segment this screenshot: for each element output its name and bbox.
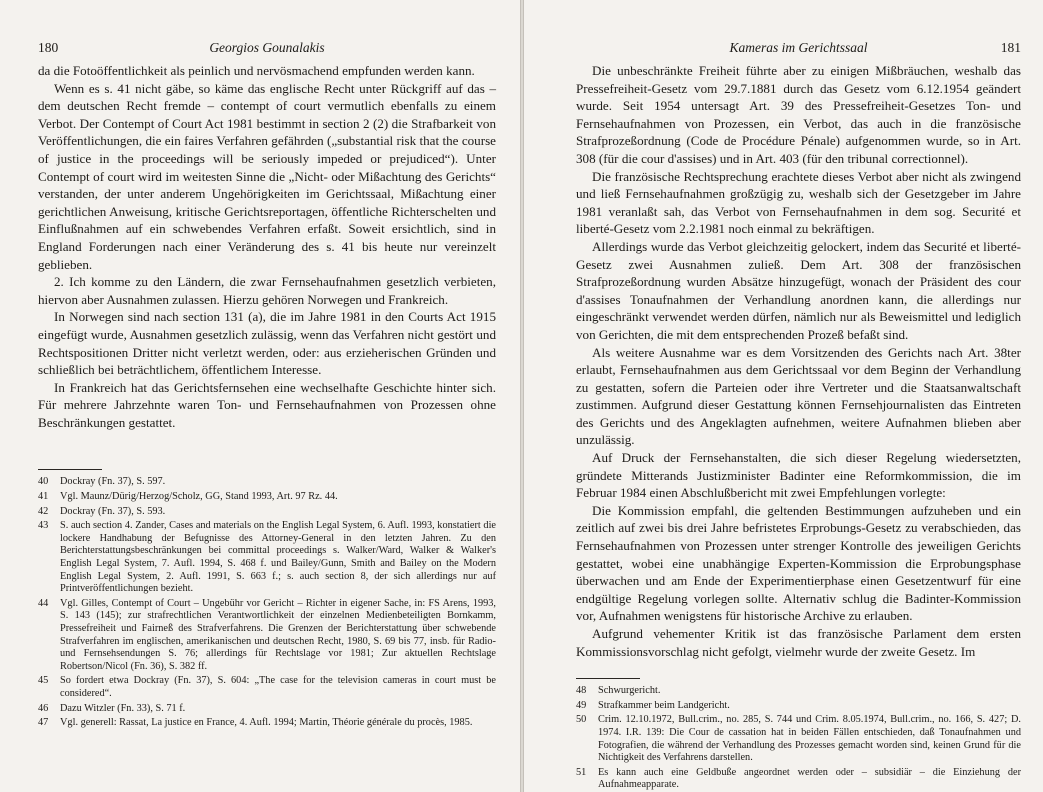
body-paragraph: Als weitere Ausnahme war es dem Vorsitzenden des Gerichts nach Art. 38ter erlaubt, Fernsehaufnahmen aus dem Gerichtssaal vor dem Beginn der Verhandlung zu gestatten, sofern die Parteien oder ihre Vertreter und die Staatsanwaltschaft zustimmen. Aufgrund dieser Gestattung können Fernsehjournalisten das Eintreten des Gerichts und des Angeklagten aufnehmen, weitere Aufnahmen blieben aber unzulässig.	[576, 344, 1021, 448]
footnote: 47 Vgl. generell: Rassat, La justice en France, 4. Aufl. 1994; Martin, Théorie générale du procès, 1985.	[38, 717, 473, 729]
footnote: 46 Dazu Witzler (Fn. 33), S. 71 f.	[38, 702, 186, 714]
body-paragraph: Wenn es s. 41 nicht gäbe, so käme das englische Recht unter Rückgriff auf das – dem deutschen Recht fremde – contempt of court vermutlich ebenfalls zu einem Verbot. Der Contempt of Court Act 1981 bestimmt in section 2 (2) die Strafbarkeit von Veröffentlichungen, die ein faires Verfahren gefährden („substantial risk that the course of justice in the proceedings will be seriously impeded or prejudiced“). Unter Contempt of court wird im weitesten Sinne die „Nicht- oder Mißachtung des Gerichts“ verstanden, der unter anderem Ungehörigkeiten im Gerichtssaal, Mißachtung einer gerichtlichen Anweisung, kritische Gerichtsreportagen, öffentliche Richterschelten und Einflußnahmen auf ein schwebendes Verfahren erfaßt. Soweit ersichtlich, sind in England Forderungen nach einer Veränderung des s. 41 bis heute nur vereinzelt geblieben.	[38, 80, 496, 272]
footnote: 43 S. auch section 4. Zander, Cases and materials on the English Legal System, 6. Aufl. 1993, konstatiert die lockere Handhabung der Befugnisse des Attorney-General in den letzten Jahren. Zu den Berichterstattungsbeschränkungen bei committal proceedings s. Walker/Ward, Walker & Walker's English Legal System, 7. Aufl. 1994, S. 468 f. und Bailey/Gunn, Smith and Bailey on the Modern English Legal System, 2. Aufl. 1991, S. 663 f.; s. auch section 8, der sich allerdings nur auf Printveröffentlichungen bezieht.	[38, 520, 496, 595]
right-running-header	[576, 40, 1021, 62]
right-footnotes	[576, 685, 1021, 792]
body-paragraph: da die Fotoöffentlichkeit als peinlich und nervösmachend empfunden werden kann.	[38, 63, 475, 78]
footnote: 49 Strafkammer beim Landgericht.	[576, 699, 730, 711]
left-page-number: 180	[38, 40, 59, 55]
footnote-separator	[576, 678, 640, 679]
left-page	[0, 0, 520, 792]
left-body-text	[38, 62, 496, 431]
body-paragraph: 2. Ich komme zu den Ländern, die zwar Fernsehaufnahmen gesetzlich verbieten, hiervon aber Ausnahmen zulassen. Hierzu gehören Norwegen und Frankreich.	[38, 274, 496, 307]
left-running-title: Georgios Gounalakis	[209, 40, 325, 55]
right-page	[524, 0, 1043, 792]
body-paragraph: Die französische Rechtsprechung erachtete dieses Verbot aber nicht als zwingend und ließ Fernsehaufnahmen großzügig zu, weshalb sich der Gesetzgeber im Jahre 1981 veranlaßt sah, das Verbot von Fernsehaufnahmen in dem sog. Securité et liberté-Gesetz vom 2.2.1981 noch einmal zu bekräftigen.	[576, 168, 1021, 237]
right-running-title: Kameras im Gerichtssaal	[729, 40, 868, 55]
spacer	[576, 660, 1021, 672]
footnote: 48 Schwurgericht.	[576, 685, 661, 697]
right-page-number: 181	[1000, 40, 1021, 55]
footnote-separator	[38, 469, 102, 470]
body-paragraph: Allerdings wurde das Verbot gleichzeitig gelockert, indem das Securité et liberté-Gesetz zwei Ausnahmen zuließ. Dem Art. 308 der französischen Strafprozeßordnung wurden Absätze hinzugefügt, wonach der Präsident des cour d'assises Tonaufnahmen der Verhandlung anordnen kann, die allerdings nur eingeschränkt verwendet werden dürfen, nämlich nur als Beweismittel und lediglich von Gerichten, die mit dem entsprechenden Prozeß befaßt sind.	[576, 238, 1021, 342]
footnote: 51 Es kann auch eine Geldbuße angeordnet werden oder – subsidiär – die Einziehung der Aufnahmeapparate.	[576, 766, 1021, 791]
footnote: 50 Crim. 12.10.1972, Bull.crim., no. 285, S. 744 und Crim. 8.05.1974, Bull.crim., no. 166, S. 427; D. 1974. I.R. 139: Die Cour de cassation hat in beiden Fällen entschieden, daß Tonaufnahmen und Fotografien, die während der Verhandlung des Prozesses gemacht worden sind, keinen Grund für die Nichtigkeit des Verfahrens darstellen.	[576, 714, 1021, 764]
right-body-text	[576, 62, 1021, 660]
body-paragraph: Auf Druck der Fernsehanstalten, die sich dieser Regelung wiedersetzten, gründete Mitterands Justizminister Badinter eine Reformkommission, die im Februar 1984 einen Abschlußbericht mit zwei Empfehlungen vorlegte:	[576, 450, 1021, 501]
left-running-header	[38, 40, 496, 62]
footnote: 44 Vgl. Gilles, Contempt of Court – Ungebühr vor Gericht – Richter in eigener Sache, in: FS Arens, 1993, S. 143 (145); zur strafrechtlichen Verantwortlichkeit der einzelnen Medienbeteiligten Bornkamm, Pressefreiheit und Fairneß des Strafverfahrens. Die Grenzen der Berichterstattung über schwebende Strafverfahren im englischen, amerikanischen und deutschen Recht, 1980, S. 69 bis 77, insb. für Radio- und Fernsehsendungen S. 76; allerdings für Rechtslage vor 1981; Zur aktuellen Rechtslage Robertson/Nicol (Fn. 36), S. 382 ff.	[38, 597, 496, 672]
footnote: 45 So fordert etwa Dockray (Fn. 37), S. 604: „The case for the television cameras in court must be considered“.	[38, 675, 496, 699]
body-paragraph: In Norwegen sind nach section 131 (a), die im Jahre 1981 in den Courts Act 1915 eingefügt wurde, Ausnahmen gesetzlich zulässig, wenn das Verfahren nicht gestört und Rechtspositionen Dritter nicht verletzt werden, oder: aus erzieherischen Gründen und schließlich bei beträchtlichem, öffentlichem Interesse.	[38, 309, 496, 378]
body-paragraph: Die unbeschränkte Freiheit führte aber zu einigen Mißbräuchen, weshalb das Pressefreiheit-Gesetz vom 29.7.1881 durch das Gesetz vom 6.12.1954 geändert wurde. Seit 1954 untersagt Art. 39 des Pressefreiheit-Gesetzes Ton- und Fernsehaufnahmen von Prozessen, ein Verbot, das auch in die französische Strafprozeßordnung (Code de Procédure Pénale) aufgenommen wurde, so in Art. 308 (für die cour d'assises) und in Art. 403 (für den tribunal correctionnel).	[576, 63, 1021, 166]
left-footnotes	[38, 476, 496, 729]
body-paragraph: Die Kommission empfahl, die geltenden Bestimmungen aufzuheben und ein zeitlich auf zwei bis drei Jahre befristetes Erprobungs-Gesetz zu verabschieden, das Fernsehaufnahmen von Prozessen unter strenger Kontrolle des jeweiligen Gerichts gestattet, wobei eine unabhängige Experten-Kommission die Erprobungsphase überwachen und am Ende der Experimentierphase einen Gesetzentwurf für eine endgültige Regelung vorlegen sollte. Alternativ schlug die Badinter-Kommission vor, Aufnahmen wenigstens für historische Archive zu erlauben.	[576, 502, 1021, 624]
footnote: 40 Dockray (Fn. 37), S. 597.	[38, 476, 166, 488]
footnote: 42 Dockray (Fn. 37), S. 593.	[38, 505, 166, 517]
show-through-area	[38, 431, 496, 463]
body-paragraph: In Frankreich hat das Gerichtsfernsehen eine wechselhafte Geschichte hinter sich. Für mehrere Jahrzehnte waren Ton- und Fernsehaufnahmen von Prozessen ohne Beschränkungen gestattet.	[38, 379, 496, 430]
footnote: 41 Vgl. Maunz/Dürig/Herzog/Scholz, GG, Stand 1993, Art. 97 Rz. 44.	[38, 491, 338, 503]
body-paragraph: Aufgrund vehementer Kritik ist das französische Parlament dem ersten Kommissionsvorschlag nicht gefolgt, vielmehr wurde der zweite Gesetz. Im	[576, 626, 1021, 659]
